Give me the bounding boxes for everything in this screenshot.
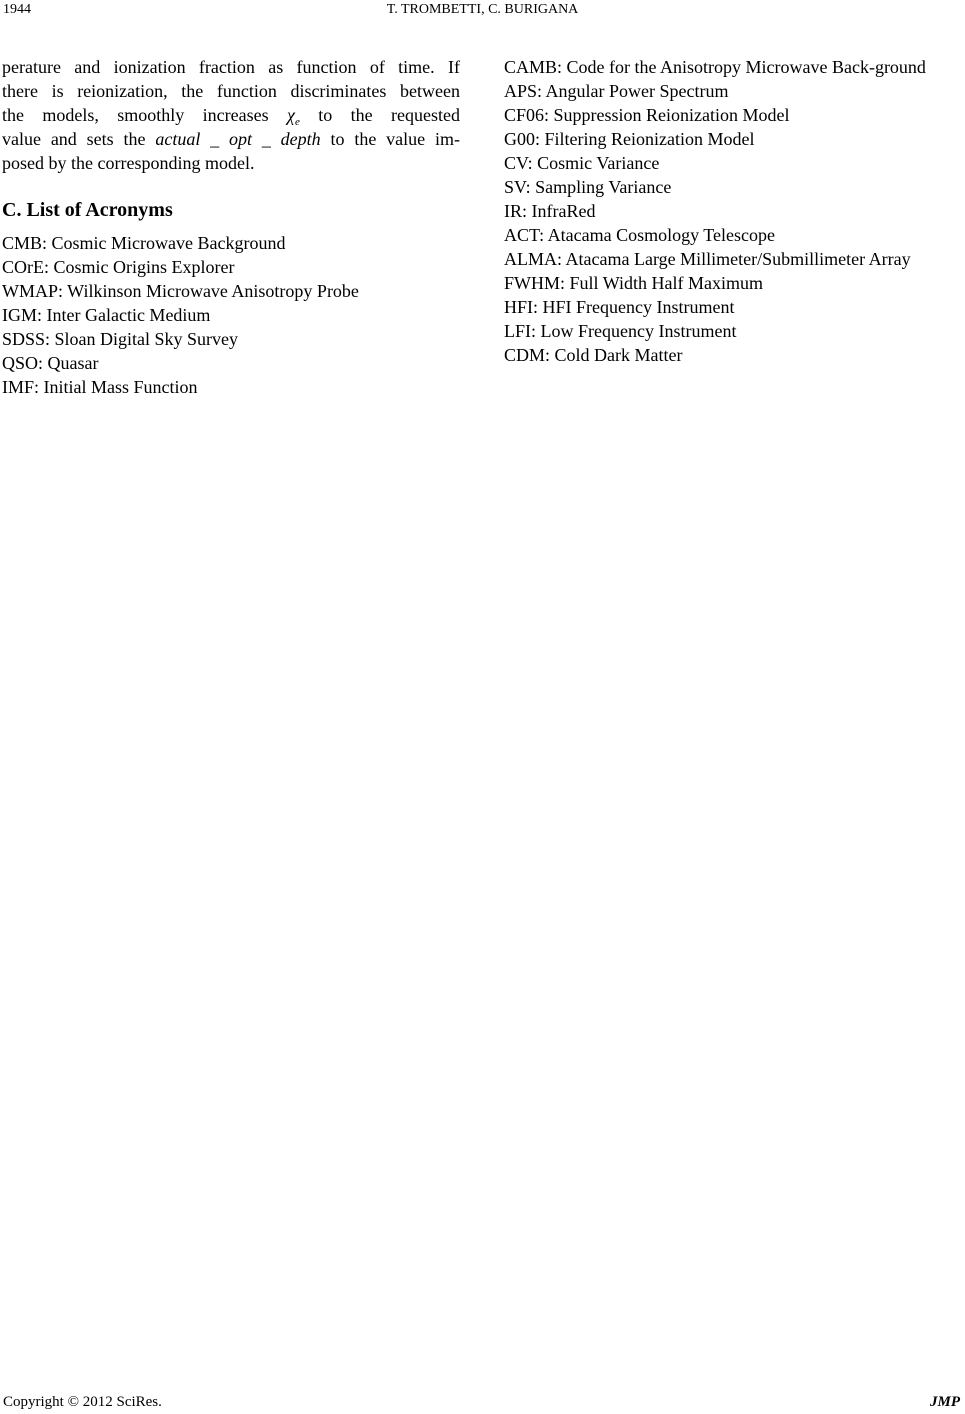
actual-opt-depth-variable: actual _ opt _ depth (155, 129, 321, 149)
paragraph-line: perature and ionization fraction as function of time. If (2, 57, 460, 77)
chi-e-symbol (287, 105, 300, 128)
acronym-item: FWHM: Full Width Half Maximum (504, 273, 763, 293)
acronym-list-right (504, 55, 962, 367)
acronym-item: SDSS: Sloan Digital Sky Survey (2, 329, 239, 349)
page-number: 1944 (3, 2, 31, 17)
acronym-item: APS: Angular Power Spectrum (504, 81, 729, 101)
acronym-item: CMB: Cosmic Microwave Background (2, 233, 286, 253)
paragraph-text: to the requested (299, 105, 460, 125)
acronym-item: WMAP: Wilkinson Microwave Anisotropy Probe (2, 281, 359, 301)
acronym-item: LFI: Low Frequency Instrument (504, 321, 737, 341)
acronym-item: CV: Cosmic Variance (504, 153, 660, 173)
chi-symbol: χ (287, 105, 295, 125)
acronym-item: IMF: Initial Mass Function (2, 377, 198, 397)
acronym-item: ALMA: Atacama Large Millimeter/Submillimeter Array (504, 249, 911, 269)
acronym-list-left (2, 231, 460, 399)
left-column (2, 55, 460, 399)
subscript-e: e (294, 116, 300, 128)
page-header (0, 0, 965, 22)
acronym-item: CDM: Cold Dark Matter (504, 345, 683, 365)
journal-abbreviation: JMP (930, 1394, 960, 1410)
acronym-item: HFI: HFI Frequency Instrument (504, 297, 735, 317)
paragraph-line (2, 127, 460, 151)
paragraph-text: to the value im- (320, 129, 460, 149)
paragraph-line: posed by the corresponding model. (2, 153, 255, 173)
body-paragraph (2, 55, 460, 175)
acronym-item: CF06: Suppression Reionization Model (504, 105, 790, 125)
acronym-item (504, 55, 962, 79)
acronym-item: COrE: Cosmic Origins Explorer (2, 257, 235, 277)
paragraph-line: there is reionization, the function discriminates between (2, 81, 460, 101)
acronym-item: IR: InfraRed (504, 201, 596, 221)
acronym-item: SV: Sampling Variance (504, 177, 672, 197)
paragraph-line (2, 103, 460, 127)
paragraph-text: the models, smoothly increases (2, 105, 288, 125)
acronym-item-text: CAMB: Code for the Anisotropy Microwave Back-ground (504, 57, 926, 77)
running-head: T. TROMBETTI, C. BURIGANA (386, 2, 579, 17)
right-column (504, 55, 962, 367)
section-heading: C. List of Acronyms (2, 199, 173, 221)
copyright-notice: Copyright © 2012 SciRes. (3, 1394, 162, 1410)
acronym-item: IGM: Inter Galactic Medium (2, 305, 211, 325)
paragraph-text: value and sets the (2, 129, 156, 149)
page-footer (0, 1392, 965, 1412)
acronym-item: ACT: Atacama Cosmology Telescope (504, 225, 775, 245)
acronym-item: QSO: Quasar (2, 353, 99, 373)
acronym-item: G00: Filtering Reionization Model (504, 129, 755, 149)
